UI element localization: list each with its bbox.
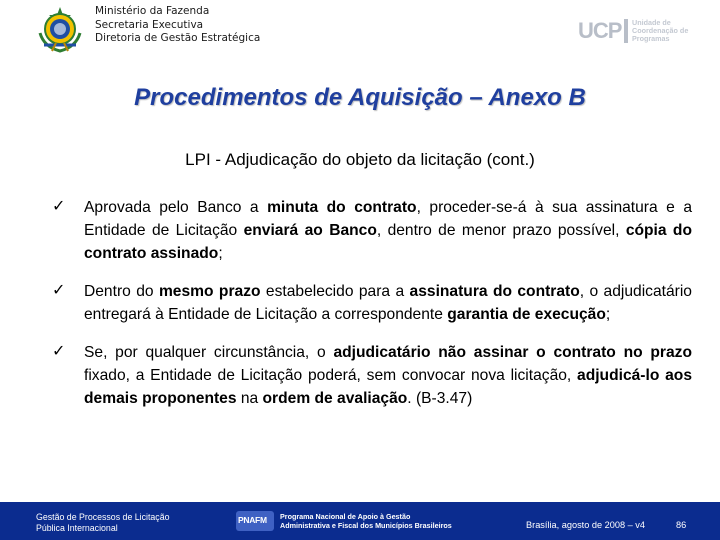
bullet-emphasis: garantia de execução	[447, 306, 606, 323]
bullet-list	[52, 196, 692, 425]
secretariat-line: Secretaria Executiva	[95, 18, 204, 31]
bullet-text: . (B-3.47)	[407, 390, 473, 407]
bullet-emphasis: cópia do contrato assinado	[84, 222, 692, 262]
pnafm-logo-text: PNAFM	[238, 515, 267, 525]
ucp-tagline-line: Coordenação de	[632, 26, 689, 35]
bullet-text: ;	[218, 245, 223, 262]
bullet-text: , o adjudicatário entregará à Entidade de Licitação a correspondente	[84, 283, 692, 323]
bullet-emphasis: assinatura do contrato	[409, 283, 580, 300]
footer-course-line: Gestão de Processos de Licitação	[36, 512, 170, 522]
bullet-text: ;	[605, 306, 611, 323]
ucp-logo-divider	[624, 19, 628, 43]
slide-subtitle: LPI - Adjudicação do objeto da licitação (cont.)	[185, 150, 535, 169]
bullet-item	[52, 196, 692, 265]
bullet-item	[52, 280, 692, 326]
bullet-emphasis: enviará ao Banco	[243, 222, 377, 239]
bullet-text: Se, por qualquer circunstância, o	[84, 344, 334, 361]
bullet-text: na	[236, 390, 263, 407]
footer-course-title	[36, 512, 170, 534]
page-number: 86	[676, 520, 687, 530]
bullet-emphasis: ordem de avaliação	[262, 390, 408, 407]
directorate-line: Diretoria de Gestão Estratégica	[95, 32, 261, 44]
bullet-emphasis: mesmo prazo	[158, 283, 261, 300]
bullet-emphasis: adjudicá-lo aos demais proponentes	[84, 367, 692, 407]
bullet-text: Aprovada pelo Banco a	[84, 199, 268, 216]
ucp-logo-letters: UCP	[578, 18, 622, 43]
ministry-line: Ministério da Fazenda	[95, 5, 210, 17]
ucp-tagline-line: Programas	[632, 34, 670, 43]
bullet-text: , proceder-se-á à sua assinatura e a Entidade de Licitação	[84, 199, 692, 239]
footer-program-name	[280, 512, 452, 530]
checkmark-icon: ✓	[52, 280, 66, 299]
footer-course-line: Pública Internacional	[36, 523, 118, 533]
slide-header	[0, 0, 720, 62]
bullet-text: fixado, a Entidade de Licitação poderá, sem convocar nova licitação,	[84, 367, 578, 384]
bullet-emphasis: adjudicatário não assinar o contrato no prazo	[333, 344, 692, 361]
ucp-logo	[578, 15, 688, 49]
bullet-emphasis: minuta do contrato	[267, 199, 417, 216]
brazil-coat-of-arms-icon	[34, 3, 86, 55]
checkmark-icon: ✓	[52, 341, 66, 360]
slide-footer	[0, 502, 720, 540]
ucp-tagline-line: Unidade de	[632, 18, 671, 27]
bullet-text: estabelecido para a	[260, 283, 410, 300]
pnafm-logo	[236, 511, 274, 531]
bullet-text: , dentro de menor prazo possível,	[376, 222, 626, 239]
slide-title: Procedimentos de Aquisição – Anexo B	[134, 84, 586, 111]
checkmark-icon: ✓	[52, 196, 66, 215]
footer-program-line: Programa Nacional de Apoio à Gestão	[280, 512, 411, 521]
footer-program-line: Administrativa e Fiscal dos Municípios Brasileiros	[280, 521, 452, 530]
footer-date: Brasília, agosto de 2008 – v4	[526, 520, 646, 530]
bullet-item	[52, 341, 692, 410]
ministry-text-block	[95, 5, 260, 46]
ucp-logo-tagline	[632, 19, 688, 43]
bullet-text: Dentro do	[84, 283, 159, 300]
